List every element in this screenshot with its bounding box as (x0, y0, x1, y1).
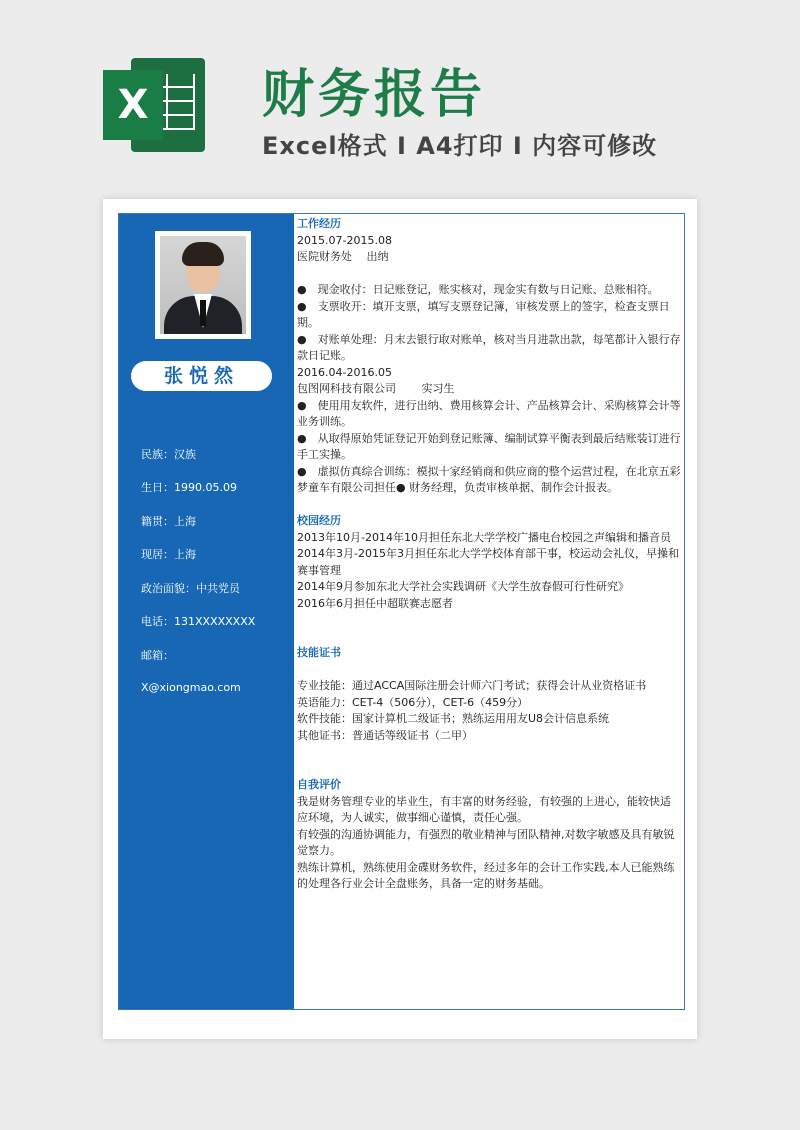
work-line: 2016.04-2016.05 (297, 365, 392, 379)
work-line: ● 支票收开：填开支票，填写支票登记簿，审核发票上的签字，检查支票日期。 (297, 299, 670, 329)
excel-x-letter: X (103, 70, 163, 140)
resume-content (297, 216, 681, 893)
skills-line: 专业技能：通过ACCA国际注册会计师六门考试；获得会计从业资格证书 (297, 679, 647, 692)
campus-line: 2014年3月-2015年3月担任东北大学学校体育部干事，校运动会礼仪，早操和赛事管理 (297, 547, 679, 577)
work-line: ● 现金收付：日记账登记，账实核对，现金实有数与日记账、总账相符。 (297, 283, 659, 296)
section-title-campus: 校园经历 (297, 514, 341, 527)
excel-logo-icon (103, 58, 205, 152)
campus-line: 2014年9月参加东北大学社会实践调研《大学生放春假可行性研究》 (297, 580, 629, 593)
skills-line: 英语能力：CET-4（506分），CET-6（459分） (297, 695, 529, 709)
skills-line: 软件技能：国家计算机二级证书；熟练运用用友U8会计信息系统 (297, 712, 610, 725)
info-political: 政治面貌：中共党员 (141, 582, 240, 595)
work-line: 医院财务处 出纳 (297, 250, 389, 263)
page-subtitle: Excel格式 I A4打印 I 内容可修改 (262, 132, 658, 160)
work-line: ● 从取得原始凭证登记开始到登记账簿、编制试算平衡表到最后结账装订进行手工实操。 (297, 431, 681, 461)
work-line: 2015.07-2015.08 (297, 233, 392, 247)
info-email: X@xiongmao.com (141, 681, 241, 694)
info-ethnicity: 民族：汉族 (141, 448, 196, 461)
page-title: 财务报告 (262, 65, 487, 125)
work-line: ● 虚拟仿真综合训练：模拟十家经销商和供应商的整个运营过程，在北京五彩梦童车有限公司担任● 财务经理，负责审核单据、制作会计报表。 (297, 464, 681, 494)
info-birthday: 生日：1990.05.09 (141, 481, 237, 494)
section-title-self: 自我评价 (297, 778, 341, 791)
info-email-label: 邮箱： (141, 649, 174, 662)
self-line: 熟练计算机，熟练使用金碟财务软件，经过多年的会计工作实践,本人已能熟练的处理各行业会计全盘账务，具备一定的财务基础。 (297, 860, 675, 890)
work-line: ● 使用用友软件，进行出纳、费用核算会计、产品核算会计、采购核算会计等业务训练。 (297, 398, 681, 428)
profile-photo (155, 231, 251, 339)
campus-line: 2016年6月担任中超联赛志愿者 (297, 596, 453, 610)
info-hometown: 籍贯：上海 (141, 515, 196, 528)
info-phone: 电话：131XXXXXXXX (141, 615, 256, 628)
skills-line: 其他证书：普通话等级证书（二甲） (297, 728, 473, 742)
self-line: 有较强的沟通协调能力，有强烈的敬业精神与团队精神,对数字敏感及具有敏锐觉察力。 (297, 827, 675, 857)
section-title-work: 工作经历 (297, 217, 341, 230)
work-line: 包图网科技有限公司 实习生 (297, 382, 455, 395)
self-line: 我是财务管理专业的毕业生，有丰富的财务经验，有较强的上进心，能较快适应环境，为人诚实，做事细心谨慎，责任心强。 (297, 794, 671, 824)
profile-name: 张悦然 (131, 361, 272, 391)
campus-line: 2013年10月-2014年10月担任东北大学学校广播电台校园之声编辑和播音员 (297, 530, 671, 544)
section-title-skills: 技能证书 (297, 646, 341, 659)
work-line: ● 对账单处理：月末去银行取对账单，核对当月进款出款，每笔都计入银行存款日记账。 (297, 332, 681, 362)
info-residence: 现居：上海 (141, 548, 196, 561)
